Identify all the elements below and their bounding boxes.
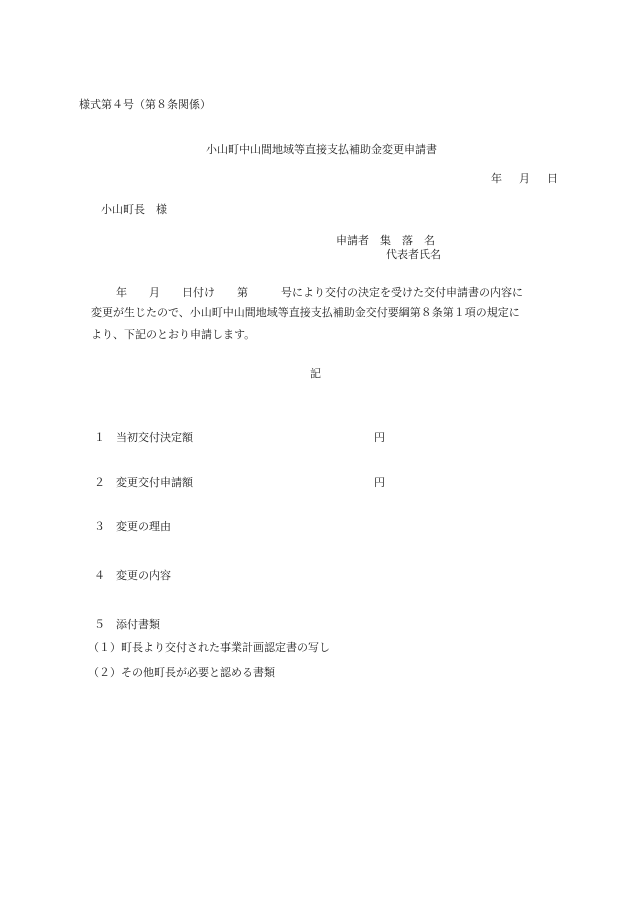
document-title: 小山町中山間地域等直接支払補助金変更申請書 (206, 143, 437, 156)
body-line-1: 年 月 日付け 第 号により交付の決定を受けた交付申請書の内容に (116, 286, 523, 299)
item-changed-amount: ２ 変更交付申請額 (94, 476, 193, 489)
date-month: 月 (519, 172, 530, 185)
item-attachments: ５ 添付書類 (94, 618, 160, 631)
addressee: 小山町長 様 (101, 203, 167, 216)
date-day: 日 (547, 172, 558, 185)
date-line (491, 172, 558, 186)
applicant-label: 申請者 集 落 名 (336, 234, 435, 247)
form-number: 様式第４号（第８条関係） (79, 98, 211, 111)
item-initial-grant-unit: 円 (374, 431, 385, 444)
body-line-2: 変更が生じたので、小山町中山間地域等直接支払補助金交付要綱第８条第１項の規定に (91, 306, 520, 319)
body-line-3: より、下記のとおり申請します。 (91, 328, 256, 341)
attachment-item: （２）その他町長が必要と認める書類 (88, 666, 275, 679)
item-changed-amount-unit: 円 (374, 476, 385, 489)
item-change-content: ４ 変更の内容 (94, 569, 171, 582)
item-change-reason: ３ 変更の理由 (94, 520, 171, 533)
ki-heading: 記 (310, 367, 321, 380)
representative-label: 代表者氏名 (386, 248, 441, 261)
attachment-item: （１）町長より交付された事業計画認定書の写し (88, 641, 330, 654)
date-year: 年 (491, 172, 502, 185)
item-initial-grant: １ 当初交付決定額 (94, 431, 193, 444)
